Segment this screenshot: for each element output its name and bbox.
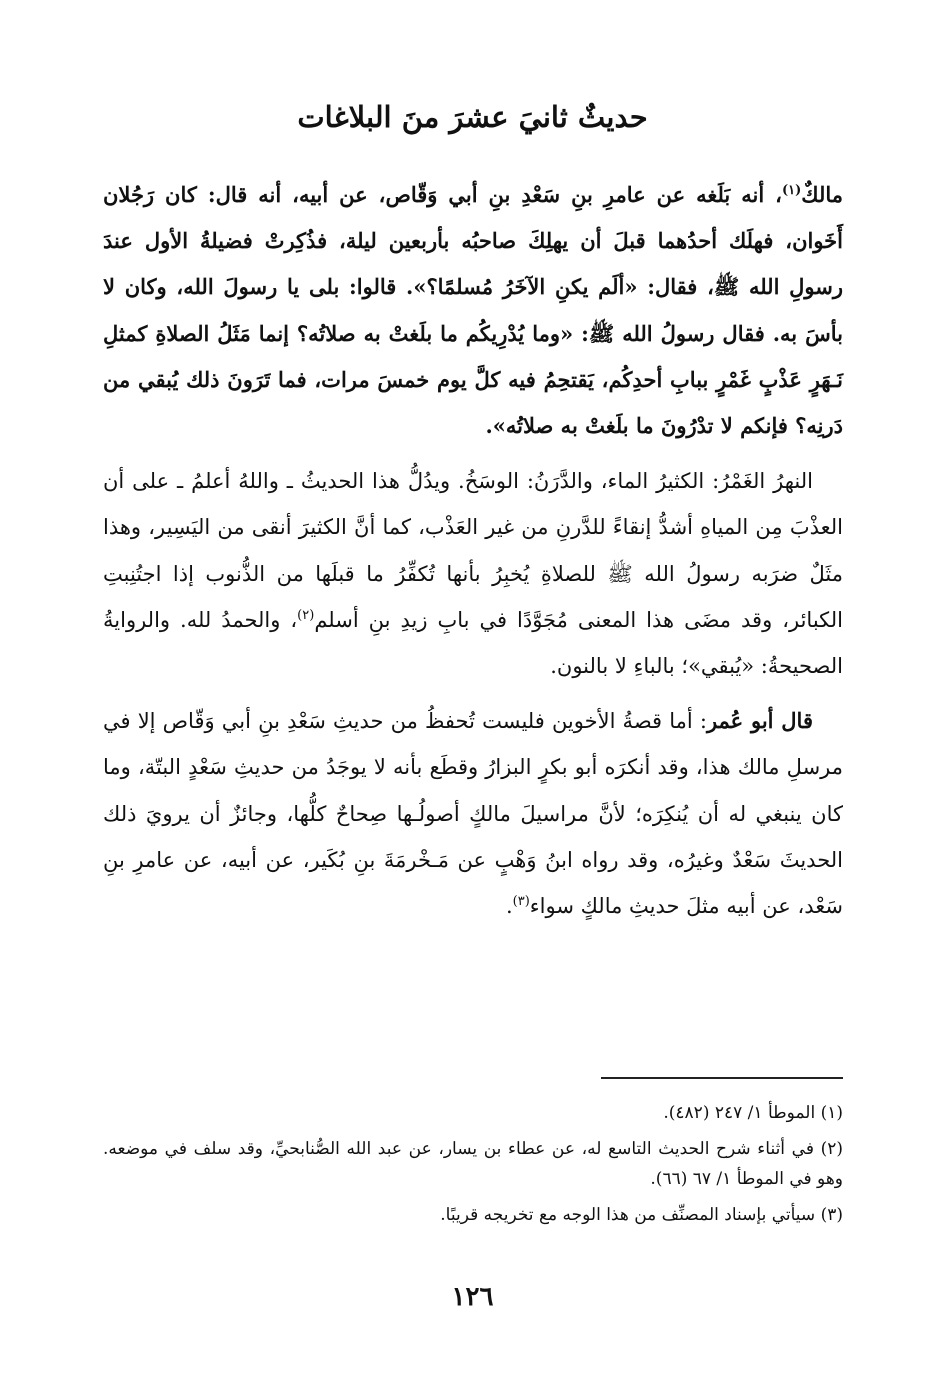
paragraph-2-part-2: ، والحمدُ لله. والروايةُ الصحيحةُ: «يُبقي»؛ بالباءِ لا بالنون. xyxy=(103,607,843,679)
paragraph-3-part-1: : أما قصةُ الأخوين فليست تُحفظُ من حديثِ سَعْدِ بنِ أبي وَقّاص إلا في مرسلِ مالك هذا، وقد أنكرَه أبو بكرٍ البزارُ وقطَع بأنه لا يوجَدُ من حديثِ سَعْدٍ البتّة، وما كان ينبغي له أن يُنكِرَه؛ لأنَّ مراسيلَ مالكٍ أصولُـها صِحاحٌ كلُّها، وجائزٌ أن يرويَ ذلك الحديثَ سَعْدٌ وغيرُه، وقد رواه ابنُ وَهْبٍ عن مَـخْرمَةَ بنِ بُكَير، عن أبيه، عن عامرِ بنِ سَعْد، عن أبيه مثلَ حديثِ مالكٍ سواء xyxy=(103,709,843,919)
paragraph-2-part-1: النهرُ الغَمْرُ: الكثيرُ الماء، والدَّرَنُ: الوسَخُ. ويدُلُّ هذا الحديثُ ـ واللهُ أعلمُ ـ على أن العذْبَ مِن المياهِ أشدُّ إنقاءً للدَّرنِ من غير العَذْب، كما أنَّ الكثيرَ أنقى من اليَسِير، وهذا مثَلٌ ضرَبه رسولُ الله ﷺ للصلاةِ يُخبِرُ بأنها تُكفِّرُ ما قبلَها من الذُّنوب إذا اجتُنِبتِ الكبائر، وقد مضَى هذا المعنى مُجَوَّدًا في بابِ زيدِ بنِ أسلم xyxy=(103,469,843,632)
paragraph-1-part-1: مالكٌ xyxy=(801,182,843,207)
page-number: ١٢٦ xyxy=(451,1282,494,1312)
page-title: حديثٌ ثانيَ عشرَ منَ البلاغات xyxy=(297,100,648,134)
footnote-3: (٣) سيأتي بإسناد المصنِّف من هذا الوجه مع تخريجه قريبًا. xyxy=(440,1205,843,1225)
footnote-ref-1: (١) xyxy=(781,183,802,198)
footnote-ref-3: (٣) xyxy=(512,894,530,910)
footnote-ref-2: (٢) xyxy=(297,607,315,623)
main-text xyxy=(103,172,843,929)
paragraph-3-lead: قال أبو عُمر xyxy=(706,708,813,734)
paragraph-1-part-2: ، أنه بَلَغه عن عامرِ بنِ سَعْدِ بنِ أبي وَقّاص، عن أبيه، أنه قال: كان رَجُلان أَخَوان، فهلَك أحدُهما قبلَ أن يهلِكَ صاحبُه بأربعين ليلة، فذُكِرتْ فضيلةُ الأول عندَ رسولِ الله ﷺ، فقال: «ألَم يكنِ الآخَرُ مُسلمًا؟». قالوا: بلى يا رسولَ الله، وكان لا بأسَ به. فقال رسولُ الله ﷺ: «وما يُدْرِيكُم ما بلَغتْ به صلاتُه؟ إنما مَثَلُ الصلاةِ كمثلِ نَـهَرٍ عَذْبٍ غَمْرٍ ببابِ أحدِكُم، يَقتحِمُ فيه كلَّ يوم خمسَ مرات، فما تَرَونَ ذلك يُبقي من دَرنِه؟ فإنكم لا تدْرُونَ ما بلَغتْ به صلاتُه». xyxy=(103,182,843,439)
footnote-divider xyxy=(601,1077,843,1079)
footnote-2: (٢) في أثناء شرح الحديث التاسع له، عن عطاء بن يسار، عن عبد الله الصُّنابحيِّ، وقد سلف في موضعه. وهو في الموطأ ١/ ٦٧ (٦٦). xyxy=(103,1139,843,1189)
footnote-1: (١) الموطأ ١/ ٢٤٧ (٤٨٢). xyxy=(663,1103,843,1123)
abu-umar-paragraph xyxy=(103,698,843,929)
commentary-paragraph xyxy=(103,458,843,689)
hadith-paragraph xyxy=(103,172,843,449)
paragraph-3-part-2: . xyxy=(505,894,513,919)
footnotes xyxy=(103,1098,843,1236)
